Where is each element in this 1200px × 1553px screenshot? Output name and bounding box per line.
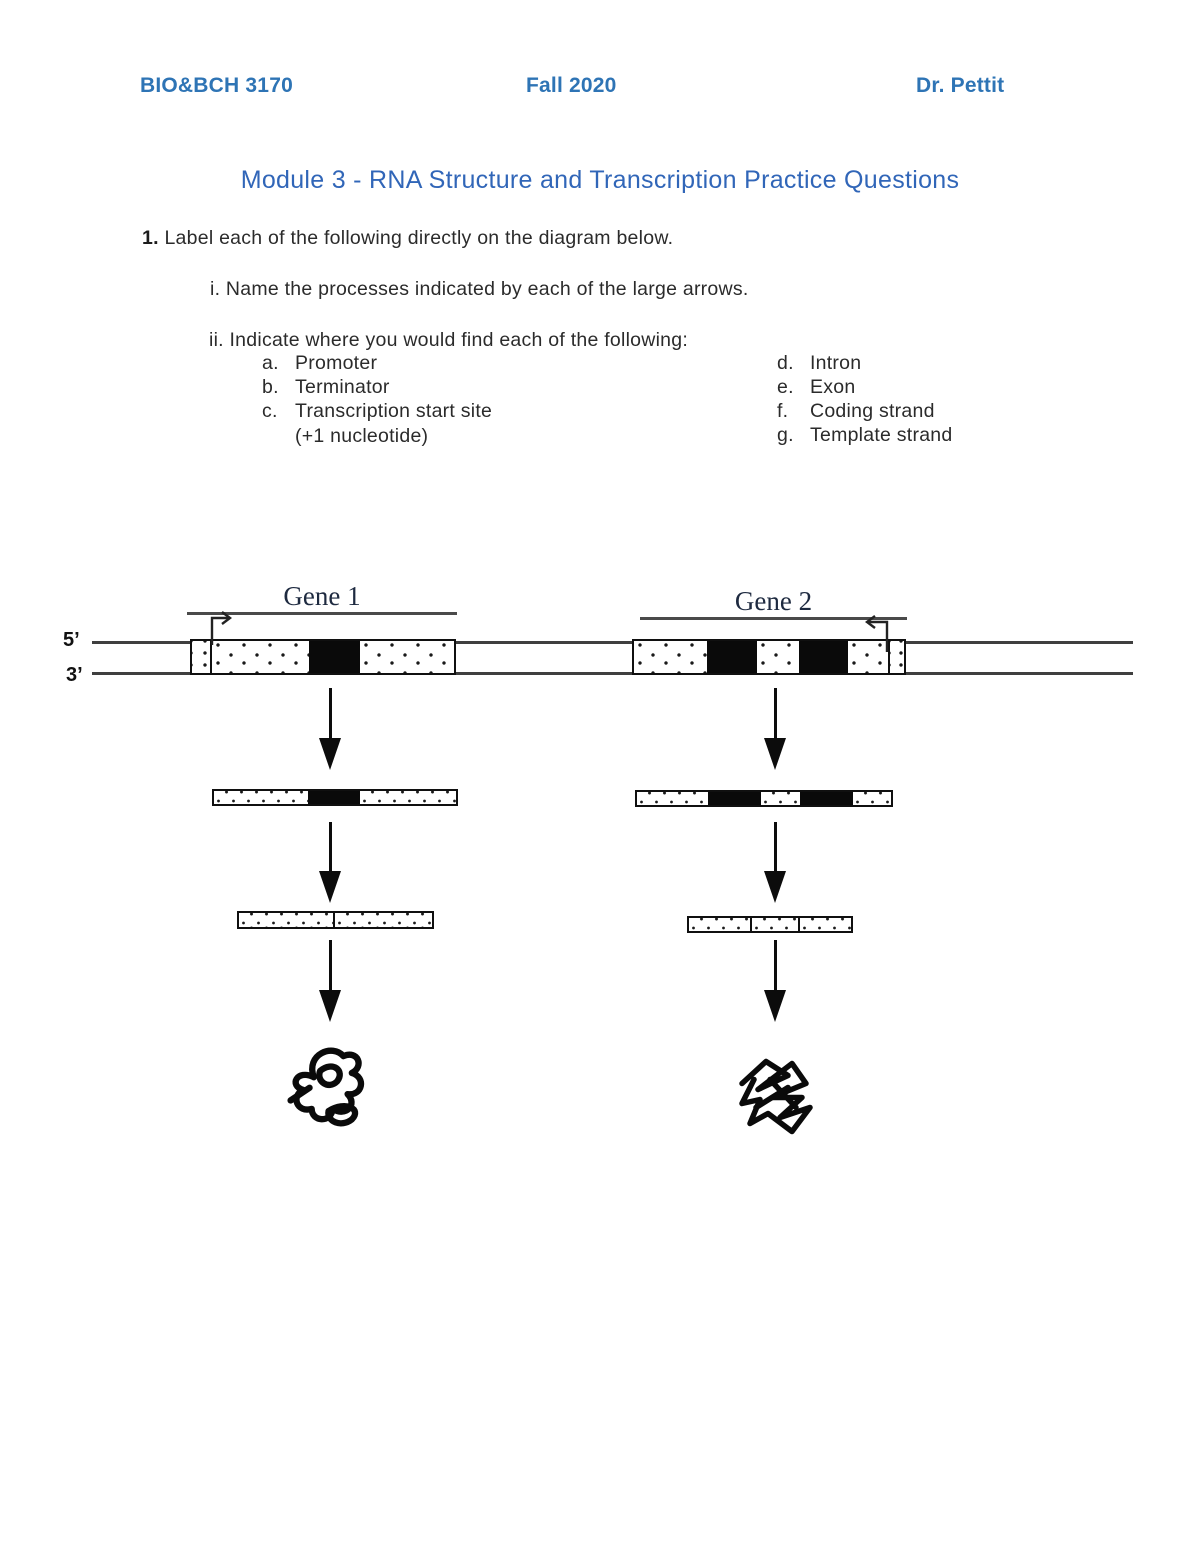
course-code: BIO&BCH 3170 (140, 74, 293, 97)
question-text: Label each of the following directly on the diagram below. (164, 227, 674, 249)
gene1-premrna-bar (212, 789, 458, 806)
page-title: Module 3 - RNA Structure and Transcription Practice Questions (240, 166, 960, 194)
item-letter: e. (777, 376, 794, 398)
item-letter: b. (262, 376, 279, 398)
intron-segment (308, 791, 360, 804)
arrow-stem (774, 940, 777, 990)
five-prime-label: 5’ (63, 629, 80, 651)
transcription-arrow-gene2 (763, 688, 787, 770)
item-letter: g. (777, 424, 794, 446)
gene2-premrna-bar (635, 790, 893, 807)
arrow-head (764, 738, 786, 770)
translation-arrow-gene1 (318, 940, 342, 1022)
splicing-arrow-gene2 (763, 822, 787, 903)
three-prime-label: 3’ (66, 664, 83, 686)
exon-segment (360, 791, 456, 804)
term-label: Fall 2020 (526, 74, 617, 97)
exon-segment (239, 913, 335, 927)
list-item-c (262, 400, 492, 423)
exon-segment (752, 918, 800, 931)
arrow-head (319, 871, 341, 903)
splicing-arrow-gene1 (318, 822, 342, 903)
arrow-stem (329, 688, 332, 738)
sub-question-ii: ii. Indicate where you would find each of the following: (209, 329, 689, 351)
list-item-c-line2: (+1 nucleotide) (295, 425, 429, 447)
list-item-e (777, 376, 855, 399)
item-label: Transcription start site (295, 400, 493, 422)
gene1-protein-scribble (282, 1035, 372, 1130)
item-label: Promoter (295, 352, 378, 374)
gene2-protein-scribble (730, 1048, 825, 1136)
list-item-d (777, 352, 861, 375)
exon-segment (761, 792, 800, 805)
item-letter: c. (262, 400, 278, 422)
list-item-b (262, 376, 390, 399)
gene1-mrna-bar (237, 911, 434, 929)
intron-segment (708, 792, 761, 805)
exon-segment (800, 918, 851, 931)
arrow-head (319, 738, 341, 770)
exon-segment (757, 641, 799, 673)
arrow-head (319, 990, 341, 1022)
item-letter: a. (262, 352, 279, 374)
arrow-stem (774, 822, 777, 871)
list-item-g (777, 424, 953, 447)
gene2-mrna-bar (687, 916, 853, 933)
intron-segment (800, 792, 853, 805)
question-number: 1. (142, 227, 159, 249)
item-label: Coding strand (810, 400, 935, 422)
intron-segment (309, 641, 360, 673)
question-1 (142, 227, 673, 250)
list-item-f (777, 400, 935, 423)
list-item-a (262, 352, 377, 375)
exon-segment (335, 913, 432, 927)
item-label: Template strand (810, 424, 953, 446)
transcription-start-arrow-right-icon (203, 611, 235, 647)
transcription-start-arrow-left-icon (860, 614, 892, 652)
exon-segment (689, 918, 752, 931)
intron-segment (707, 641, 757, 673)
exon-segment (360, 641, 454, 673)
arrow-stem (774, 688, 777, 738)
gene2-label: Gene 2 (734, 586, 813, 616)
instructor-name: Dr. Pettit (916, 74, 1005, 97)
item-label: Terminator (295, 376, 390, 398)
item-letter: d. (777, 352, 794, 374)
exon-segment (853, 792, 891, 805)
arrow-head (764, 990, 786, 1022)
item-label: Exon (810, 376, 856, 398)
translation-arrow-gene2 (763, 940, 787, 1022)
exon-segment (214, 791, 308, 804)
gene1-label: Gene 1 (283, 581, 361, 611)
arrow-head (764, 871, 786, 903)
item-letter: f. (777, 400, 789, 422)
sub-question-i: i. Name the processes indicated by each of the large arrows. (210, 278, 749, 300)
arrow-stem (329, 822, 332, 871)
exon-segment (637, 792, 708, 805)
arrow-stem (329, 940, 332, 990)
intron-segment (799, 641, 848, 673)
item-label: Intron (810, 352, 862, 374)
exon-segment (634, 641, 707, 673)
transcription-arrow-gene1 (318, 688, 342, 770)
